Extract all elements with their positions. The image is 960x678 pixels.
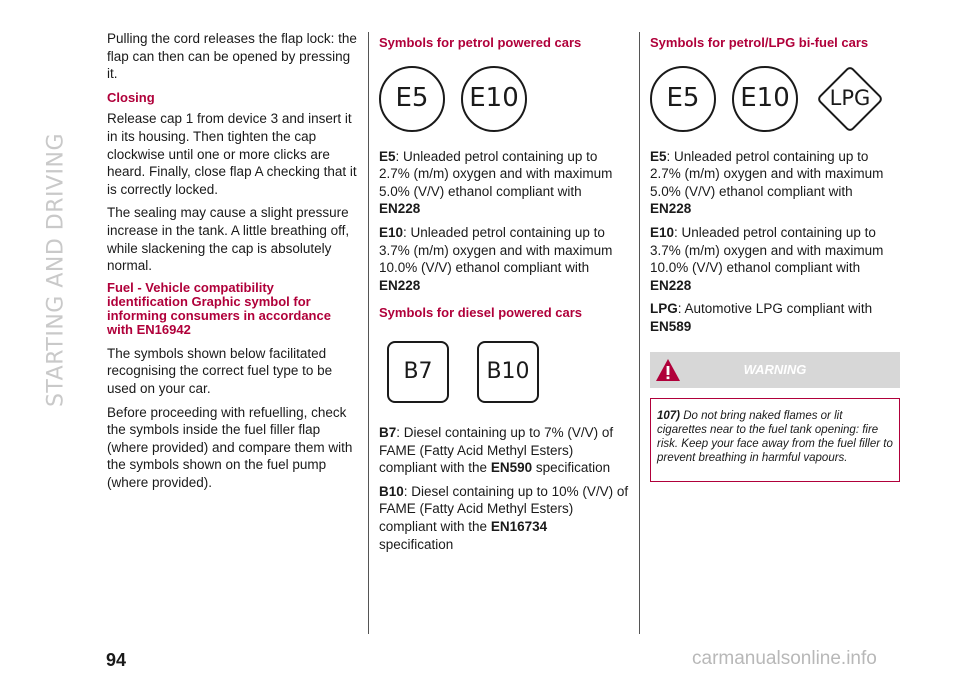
warning-title: WARNING (743, 361, 807, 377)
column-3 (650, 30, 900, 482)
lpg-diamond-icon (814, 63, 886, 135)
warning-box (650, 398, 900, 482)
watermark: carmanualsonline.info (692, 648, 877, 669)
e5-standard: EN228 (379, 201, 421, 217)
lpg-diamond-label: LPG (829, 85, 871, 110)
e10-standard: EN228 (379, 277, 421, 293)
e5-term: E5 (650, 148, 667, 164)
warning-text (657, 409, 893, 465)
e10-term: E10 (650, 224, 675, 240)
b7-standard: EN590 (490, 460, 533, 476)
diesel-symbols (387, 334, 629, 410)
e5-term: E5 (379, 148, 396, 164)
e10-standard: EN228 (650, 277, 692, 293)
column-divider (639, 32, 640, 634)
e10-circle-icon: E10 (732, 66, 798, 132)
lpg-term: LPG (650, 301, 678, 317)
e10-circle-icon: E10 (461, 66, 527, 132)
column-2 (379, 30, 629, 559)
b10-term: B10 (379, 483, 404, 499)
b7-term: B7 (379, 424, 397, 440)
fuel-paragraph-2: Before proceeding with refuelling, check the symbols inside the fuel filler flap (where provided) and compare them with the symbols shown on the fuel pump (where provided). (107, 404, 353, 490)
b7-text: : Diesel containing up to 7% (V/V) of FAME (Fatty Acid Methyl Esters) compliant with the (379, 424, 614, 476)
e10-definition (379, 224, 629, 294)
lpg-text: : Automotive LPG compliant with (677, 301, 873, 317)
e5-circle-icon: E5 (650, 66, 716, 132)
e10-text: : Unleaded petrol containing up to 3.7% (m/m) oxygen and with maximum 10.0% (V/V) ethanol compliant with (650, 224, 884, 276)
b10-text: : Diesel containing up to 10% (V/V) of FAME (Fatty Acid Methyl Esters) compliant with the (379, 483, 629, 534)
warning-triangle-icon (654, 357, 682, 383)
b7-tail: specification (532, 460, 611, 476)
b7-square-icon: B7 (387, 341, 449, 403)
section-side-title: STARTING AND DRIVING (43, 132, 69, 408)
b10-definition (379, 483, 629, 553)
closing-paragraph-1: Release cap 1 from device 3 and insert it in its housing. Then tighten the cap clockwise until one or more clicks are heard. Finally, close flap A checking that it is correctly locked. (107, 111, 357, 197)
b10-standard: EN16734 (490, 518, 548, 534)
warning-number: 107) (657, 409, 681, 422)
e10-term: E10 (379, 224, 404, 240)
e10-text: : Unleaded petrol containing up to 3.7% (m/m) oxygen and with maximum 10.0% (V/V) ethanol compliant with (379, 224, 613, 276)
b10-tail: specification (379, 536, 454, 552)
fuel-compat-heading: Fuel - Vehicle compatibility identification Graphic symbol for informing consumers in accordance with EN16942 (107, 279, 331, 337)
e5-standard: EN228 (650, 201, 692, 217)
diesel-symbols-heading: Symbols for diesel powered cars (379, 305, 583, 321)
intro-paragraph: Pulling the cord releases the flap lock: the flap can then can be opened by pressing it. (107, 31, 357, 82)
warning-body: Do not bring naked flames or lit cigarettes near to the fuel tank opening: fire risk. Keep your face away from the fuel filler to prevent breathing in harmful vapours. (657, 409, 893, 464)
lpg-standard: EN589 (650, 318, 692, 334)
page-number: 94 (106, 650, 127, 670)
column-divider (368, 32, 369, 634)
fuel-paragraph-1: The symbols shown below facilitated recognising the correct fuel type to be used on your car. (107, 345, 333, 396)
column-1 (107, 30, 357, 497)
b7-definition (379, 424, 629, 477)
e5-circle-icon: E5 (379, 66, 445, 132)
lpg-definition (650, 300, 900, 335)
petrol-symbols-heading: Symbols for petrol powered cars (379, 35, 582, 50)
b10-square-icon: B10 (477, 341, 539, 403)
petrol-symbols (379, 64, 629, 134)
e5-text: : Unleaded petrol containing up to 2.7% (m/m) oxygen and with maximum 5.0% (V/V) ethanol compliant with (379, 148, 613, 199)
warning-header (650, 352, 900, 388)
e5-definition (650, 148, 900, 218)
lpg-symbols (650, 64, 900, 134)
lpg-symbols-heading: Symbols for petrol/LPG bi-fuel cars (650, 35, 869, 50)
e5-text: : Unleaded petrol containing up to 2.7% (m/m) oxygen and with maximum 5.0% (V/V) ethanol compliant with (650, 148, 884, 199)
closing-heading: Closing (107, 89, 155, 105)
closing-paragraph-2: The sealing may cause a slight pressure increase in the tank. A little breathing off, while slackening the cap is absolutely normal. (107, 205, 350, 274)
e10-definition (650, 224, 900, 294)
e5-definition (379, 148, 629, 218)
